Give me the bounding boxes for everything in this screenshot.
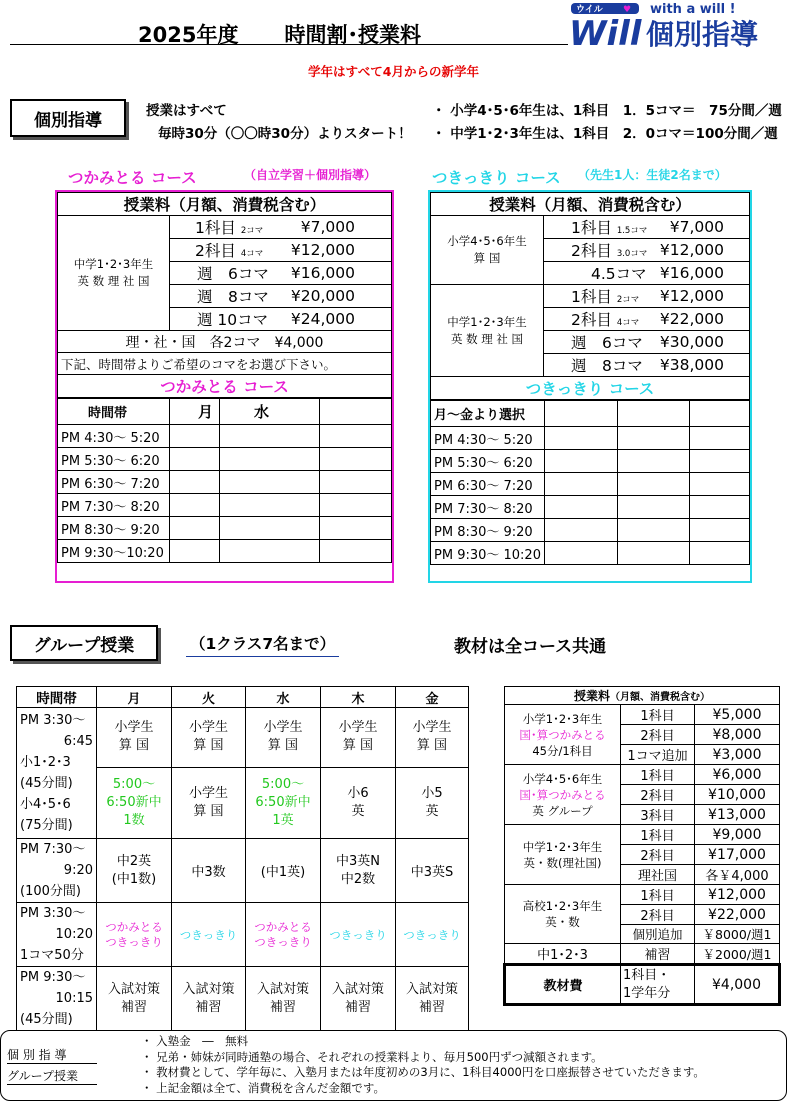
course-cell: つかみとる つきっきり [97, 903, 172, 967]
price-label: 2科目 [621, 845, 695, 865]
class-cell: 小学生 算 国 [246, 708, 321, 768]
class-cell: 小学生 算 国 [172, 708, 246, 768]
fee-label: 2科目 [571, 242, 612, 260]
desc: 英・数 [545, 915, 580, 929]
fee-label: 週 10コマ [170, 308, 280, 331]
time-cell [17, 839, 97, 903]
slot-cell[interactable] [617, 496, 689, 519]
slot-cell[interactable] [220, 425, 320, 448]
will-logo [568, 0, 783, 48]
fee-label: 1科目 [571, 288, 612, 306]
price-header [505, 687, 780, 705]
fee-header: 授業料（月額、消費税含む） [58, 193, 392, 216]
slot-cell[interactable] [544, 519, 617, 542]
fee-row-label [170, 216, 280, 239]
price-value: ¥17,000 [695, 845, 780, 865]
course: 国･算つかみとる [519, 787, 606, 802]
fee-label: 1科目 [195, 219, 236, 237]
fee-price: ¥30,000 [654, 331, 750, 354]
price-value: ￥2000/週1 [695, 944, 780, 965]
time-slot: PM 4:30～ 5:20 [58, 425, 170, 448]
slot-cell [320, 540, 392, 563]
duration: (100分間) [20, 884, 81, 899]
subtitle: 学年はすべて4月からの新学年 [308, 64, 479, 79]
time-slot: PM 9:30～ 10:20 [431, 542, 545, 565]
start-note-2: 毎時30分（〇〇時30分）よりスタート！ [158, 126, 412, 142]
svg-text:with a will !: with a will ! [650, 2, 736, 17]
fee-row-label [544, 239, 654, 262]
fee-header: 授業料（月額、消費税含む） [431, 193, 750, 216]
desc: 45分/1科目 [532, 743, 593, 758]
price-label: 補習 [621, 944, 695, 965]
grade-cell [505, 825, 621, 885]
course-label: つきっきり コース [431, 377, 750, 400]
tsukami-sub: （自立学習＋個別指導） [244, 168, 377, 182]
extra-fee: 理・社・国 各2コマ ¥4,000 [58, 331, 392, 353]
grade-band: 小4･5･6 [20, 797, 71, 812]
class-cell: 小5 英 [396, 767, 469, 838]
blank-cell [617, 401, 689, 427]
koma: 4コマ [240, 249, 264, 259]
price-value: ¥6,000 [695, 765, 780, 785]
price-value: ¥10,000 [695, 785, 780, 805]
slot-cell[interactable] [544, 427, 617, 450]
slot-cell[interactable] [544, 542, 617, 565]
slot-cell[interactable] [544, 473, 617, 496]
koma: 2コマ [240, 226, 264, 236]
section-group-label: グループ授業 [10, 625, 158, 661]
price-label: 理社国 [621, 865, 695, 885]
price-label: 2科目 [621, 785, 695, 805]
fee-label: 4.5コマ [544, 262, 654, 285]
slot-cell[interactable] [617, 473, 689, 496]
blank-cell [320, 399, 392, 425]
group-timetable [16, 686, 469, 1031]
time-start: PM 3:30～ [20, 906, 86, 921]
class-cell: 小学生 算 国 [321, 708, 396, 768]
slot-cell[interactable] [689, 496, 749, 519]
section-kobetsu-label: 個別指導 [10, 99, 126, 137]
price-value: ¥12,000 [695, 885, 780, 905]
course-cell: つきっきり [396, 903, 469, 967]
duration: (45分間) [20, 1012, 73, 1027]
footer-list [141, 1034, 705, 1096]
price-value: ¥5,000 [695, 705, 780, 725]
subjects: 算 国 [473, 251, 501, 265]
footer-notes [0, 1030, 787, 1101]
slot-cell [320, 471, 392, 494]
start-note-1: 授業はすべて [146, 103, 227, 119]
grade: 中学1･2･3年生 [522, 839, 603, 854]
slot-cell [320, 494, 392, 517]
subjects: 英 数 理 社 国 [77, 274, 150, 288]
slot-cell[interactable] [170, 540, 220, 563]
grade: 小学4･5･6年生 [522, 771, 603, 786]
price-label: 中1･2･3 [505, 944, 621, 965]
class-cell: 5:00～ 6:50新中 1数 [97, 767, 172, 838]
col-header: 月 [97, 687, 172, 708]
svg-text:個別指導: 個別指導 [646, 18, 759, 48]
price-label: 3科目 [621, 805, 695, 825]
header-rule [10, 44, 568, 45]
subjects: 英 数 理 社 国 [450, 331, 524, 346]
fee-label: 2科目 [195, 242, 236, 260]
class-cell: 中2英 (中1数) [97, 839, 172, 903]
fee-price: ¥12,000 [654, 239, 750, 262]
blank-cell [544, 401, 617, 427]
fee-label: 週 8コマ [170, 285, 280, 308]
duration: 1コマ50分 [20, 948, 84, 963]
time-slot: PM 6:30～ 7:20 [58, 471, 170, 494]
group-capacity: （1クラス7名まで） [186, 632, 339, 657]
grade-note-1: ・ 小学4･5･6年生は、1科目 1．5コマ＝ 75分間／週 [432, 103, 782, 119]
time-start: PM 9:30～ [20, 970, 86, 985]
slot-cell[interactable] [220, 494, 320, 517]
materials-label: 教材費 [505, 965, 621, 1005]
fee-price: ¥24,000 [280, 308, 392, 331]
time-start: PM 7:30～ [20, 842, 86, 857]
slot-cell[interactable] [220, 448, 320, 471]
fee-label: 週 8コマ [544, 354, 654, 377]
time-slot: PM 7:30～ 8:20 [58, 494, 170, 517]
price-value: ¥22,000 [695, 905, 780, 925]
footer-label-group: グループ授業 [7, 1067, 97, 1085]
class-cell: 入試対策 補習 [246, 967, 321, 1031]
slot-cell[interactable] [689, 519, 749, 542]
class-cell: (中1英) [246, 839, 321, 903]
fee-row-label [544, 216, 654, 239]
group-price-table [503, 686, 781, 1006]
col-header: 時間帯 [17, 687, 97, 708]
fee-row-label [544, 308, 654, 331]
course-cell: つきっきり [172, 903, 246, 967]
class-cell: 中3英N 中2数 [321, 839, 396, 903]
fee-price: ¥7,000 [280, 216, 392, 239]
desc: 英・数(理社国) [523, 855, 602, 870]
fee-price: ¥20,000 [280, 285, 392, 308]
time-slot: PM 7:30～ 8:20 [431, 496, 545, 519]
desc: 英 グループ [532, 803, 593, 818]
slot-cell[interactable] [170, 494, 220, 517]
time-cell [17, 708, 97, 839]
col-time: 時間帯 [58, 399, 170, 425]
grade: 中学1･2･3年生 [447, 314, 527, 329]
duration: (75分間) [20, 818, 73, 833]
tsukkiri-box [428, 190, 752, 583]
price-label: 1科目 [621, 705, 695, 725]
slot-cell[interactable] [220, 540, 320, 563]
footer-label-kobetsu: 個 別 指 導 [7, 1046, 97, 1064]
price-label: 1科目 [621, 885, 695, 905]
duration: (45分間) [20, 776, 73, 791]
price-label: 個別追加 [621, 925, 695, 944]
fee-price: ¥7,000 [654, 216, 750, 239]
tsukkiri-fee-table [430, 192, 750, 400]
grade-cell [431, 216, 544, 285]
footer-item: ・ 入塾金 ― 無料 [141, 1034, 249, 1048]
slot-cell[interactable] [617, 427, 689, 450]
class-cell: 入試対策 補習 [172, 967, 246, 1031]
class-cell: 中3数 [172, 839, 246, 903]
time-start: PM 3:30～ [20, 713, 86, 728]
grade: 高校1･2･3年生 [522, 899, 603, 913]
grade: 小学1･2･3年生 [522, 711, 603, 726]
footer-item: ・ 教材費として、学年毎に、入塾月または年度初めの3月に、1科目4000円を口座振替させていただきます。 [141, 1065, 705, 1079]
fee-price: ¥16,000 [280, 262, 392, 285]
course-cell: つかみとる つきっきり [246, 903, 321, 967]
price-value: 各￥4,000 [695, 865, 780, 885]
time-end: 9:20 [63, 863, 93, 878]
col-header: 木 [321, 687, 396, 708]
class-cell: 小学生 算 国 [396, 708, 469, 768]
grade-band: 小1･2･3 [20, 755, 71, 770]
slot-cell[interactable] [689, 427, 749, 450]
grade-cell [505, 885, 621, 944]
koma: 1.5コマ [616, 226, 648, 236]
svg-text:ウイル: ウイル [576, 5, 603, 15]
price-value: ¥13,000 [695, 805, 780, 825]
course-cell: つきっきり [321, 903, 396, 967]
price-label: 2科目 [621, 725, 695, 745]
grade-cell [431, 285, 544, 377]
price-label: 2科目 [621, 905, 695, 925]
time-slot: PM 4:30～ 5:20 [431, 427, 545, 450]
class-cell: 小学生 算 国 [97, 708, 172, 768]
year: 2025年度 [138, 23, 239, 47]
svg-text:♥: ♥ [623, 5, 632, 15]
tsukkiri-sub: （先生1人：生徒2名まで） [578, 168, 727, 182]
time-slot: PM 8:30～ 9:20 [58, 517, 170, 540]
price-value: ¥3,000 [695, 745, 780, 765]
tsukami-fee-table [57, 192, 392, 398]
slot-cell[interactable] [689, 450, 749, 473]
time-slot: PM 6:30～ 7:20 [431, 473, 545, 496]
koma: 2コマ [616, 295, 640, 305]
grade-cell [505, 765, 621, 825]
price-header-text: 授業料 [573, 689, 610, 703]
class-cell: 入試対策 補習 [396, 967, 469, 1031]
col-header: 水 [246, 687, 321, 708]
tsukkiri-title: つきっきり コース [432, 169, 561, 187]
class-cell: 入試対策 補習 [321, 967, 396, 1031]
fee-label: 2科目 [571, 311, 612, 329]
price-value: ¥8,000 [695, 725, 780, 745]
col-wed: 水 [220, 399, 320, 425]
price-label: 1コマ追加 [621, 745, 695, 765]
slot-cell[interactable] [170, 471, 220, 494]
fee-row-label [544, 285, 654, 308]
koma: 3.0コマ [616, 249, 648, 259]
slot-cell[interactable] [617, 519, 689, 542]
materials-price: ¥4,000 [695, 965, 780, 1005]
time-end: 6:45 [63, 734, 93, 749]
class-cell: 小6 英 [321, 767, 396, 838]
slot-cell[interactable] [170, 425, 220, 448]
col-header: 火 [172, 687, 246, 708]
tsukami-title: つかみとる コース [68, 169, 197, 187]
slot-cell[interactable] [689, 473, 749, 496]
col-header: 金 [396, 687, 469, 708]
course-label: つかみとる コース [58, 375, 392, 398]
fee-label: 週 6コマ [544, 331, 654, 354]
tsukkiri-time-table [430, 400, 750, 565]
blank-cell [689, 401, 749, 427]
footer-item: ・ 上記金額は全て、消費税を含んだ金額です。 [141, 1080, 386, 1095]
price-value: ¥9,000 [695, 825, 780, 845]
time-end: 10:15 [55, 991, 93, 1006]
time-cell [17, 903, 97, 967]
fee-price: ¥12,000 [654, 285, 750, 308]
materials-unit: 1科目・ 1学年分 [621, 965, 695, 1005]
course: 国･算つかみとる [519, 727, 606, 742]
slot-cell[interactable] [544, 450, 617, 473]
col-time: 月～金より選択 [431, 401, 545, 427]
koma: 4コマ [616, 318, 640, 328]
price-label: 1科目 [621, 825, 695, 845]
tsukami-box [55, 190, 394, 583]
slot-cell[interactable] [617, 450, 689, 473]
tsukami-time-table [57, 398, 392, 563]
footer-item: ・ 兄弟・姉妹が同時通塾の場合、それぞれの授業料より、毎月500円ずつ減額されます。 [141, 1049, 603, 1064]
slot-cell [320, 448, 392, 471]
fee-label: 週 6コマ [170, 262, 280, 285]
class-cell: 中3英S [396, 839, 469, 903]
materials-common: 教材は全コース共通 [454, 637, 607, 657]
time-slot: PM 9:30～10:20 [58, 540, 170, 563]
grade-cell [58, 216, 170, 331]
time-slot: PM 8:30～ 9:20 [431, 519, 545, 542]
class-cell: 小学生 算 国 [172, 767, 246, 838]
fee-price: ¥22,000 [654, 308, 750, 331]
svg-text:Will: Will [569, 14, 642, 48]
grade-cell [505, 705, 621, 765]
time-cell [17, 967, 97, 1031]
fee-row-label [170, 239, 280, 262]
price-header-note: （月額、消費税含む） [610, 692, 710, 703]
price-label: 1科目 [621, 765, 695, 785]
time-slot: PM 5:30～ 6:20 [58, 448, 170, 471]
slot-cell [320, 425, 392, 448]
time-end: 10:20 [55, 927, 93, 942]
slot-cell[interactable] [689, 542, 749, 565]
class-cell: 5:00～ 6:50新中 1英 [246, 767, 321, 838]
slot-cell[interactable] [220, 517, 320, 540]
choose-note: 下記、時間帯よりご希望のコマをお選び下さい。 [58, 353, 392, 375]
slot-cell[interactable] [170, 448, 220, 471]
fee-price: ¥12,000 [280, 239, 392, 262]
grade-note-2: ・ 中学1･2･3年生は、1科目 2．0コマ＝100分間／週 [432, 126, 778, 142]
col-mon: 月 [170, 399, 220, 425]
fee-price: ¥16,000 [654, 262, 750, 285]
fee-price: ¥38,000 [654, 354, 750, 377]
slot-cell[interactable] [170, 517, 220, 540]
fee-label: 1科目 [571, 219, 612, 237]
slot-cell[interactable] [617, 542, 689, 565]
slot-cell [320, 517, 392, 540]
slot-cell[interactable] [220, 471, 320, 494]
title-text: 時間割･授業料 [284, 23, 421, 47]
grade: 中学1･2･3年生 [73, 257, 154, 271]
time-slot: PM 5:30～ 6:20 [431, 450, 545, 473]
slot-cell[interactable] [544, 496, 617, 519]
class-cell: 入試対策 補習 [97, 967, 172, 1031]
price-value: ￥8000/週1 [695, 925, 780, 944]
grade: 小学4･5･6年生 [447, 234, 527, 248]
